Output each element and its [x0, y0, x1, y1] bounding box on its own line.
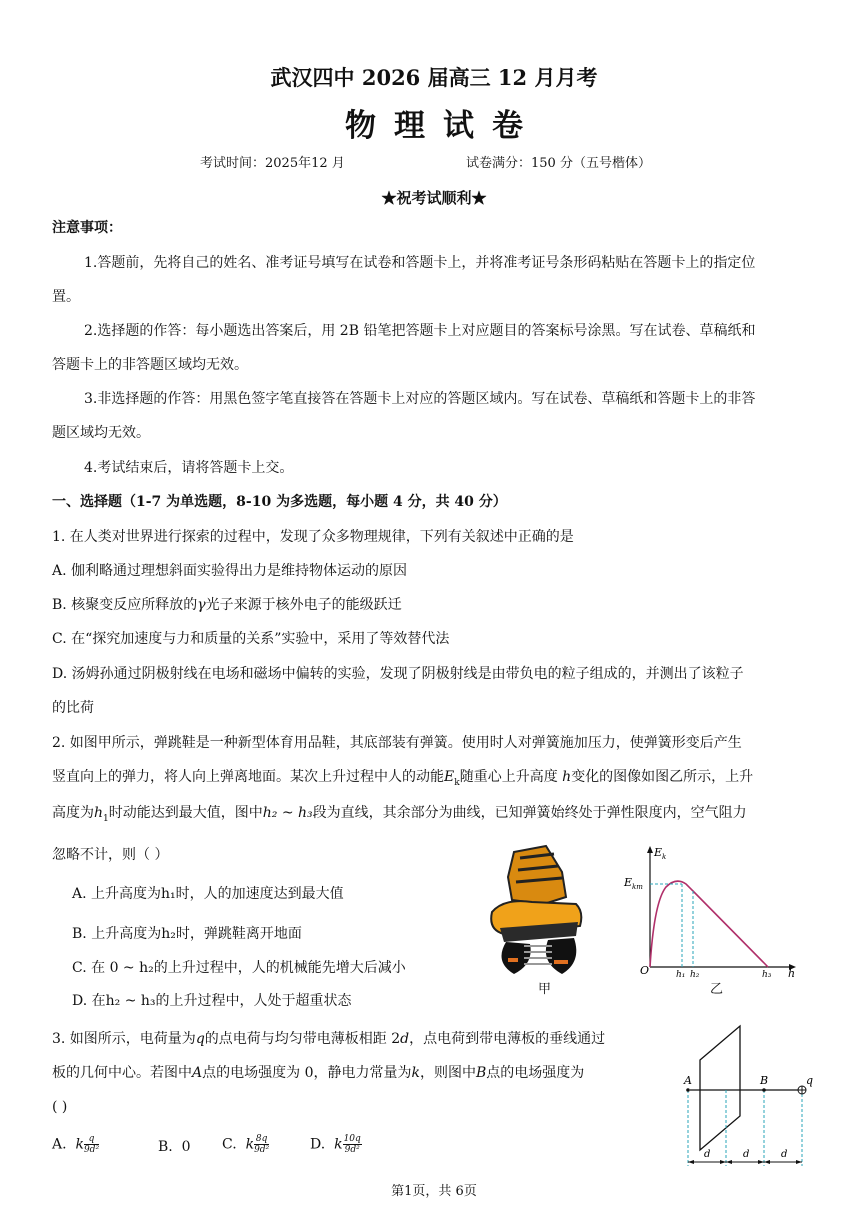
- graph-y-label: $E_k$: [654, 846, 667, 861]
- subject-title: 物理试卷: [345, 108, 541, 144]
- dim-d3: d: [781, 1149, 788, 1160]
- page-number: 第1页，共 6页: [391, 1184, 477, 1199]
- q1-option-a: A. 伽利略通过理想斜面实验得出力是维持物体运动的原因: [52, 563, 408, 579]
- notice-item-2-cont: 答题卡上的非答题区域均无效。: [52, 357, 248, 373]
- exam-time: 考试时间：2025年12 月: [200, 156, 345, 171]
- graph-h-axis: h: [788, 967, 796, 980]
- q1-option-c: C. 在“探究加速度与力和质量的关系”实验中，采用了等效替代法: [52, 631, 450, 647]
- q1-stem: 1. 在人类对世界进行探索的过程中，发现了众多物理规律，下列有关叙述中正确的是: [52, 529, 574, 545]
- notice-item-1: 1.答题前，先将自己的姓名、准考证号填写在试卷和答题卡上，并将准考证号条形码粘贴在答题卡上的指定位: [84, 255, 756, 271]
- q2-option-a: A. 上升高度为h₁时，人的加速度达到最大值: [72, 886, 344, 902]
- q3-option-b: B. 0: [158, 1139, 191, 1155]
- q3-option-c: C. k $\frac{8q}{\text{9d²}}$: [222, 1134, 270, 1155]
- q2-option-c: C. 在 0 ~ h₂的上升过程中，人的机械能先增大后减小: [72, 960, 406, 976]
- ek-h-graph: [620, 842, 800, 982]
- graph-h2: h₂: [690, 970, 700, 980]
- wish-banner: ★祝考试顺利★: [381, 189, 487, 207]
- y-axis-arrow: [647, 846, 653, 853]
- label-a: A: [684, 1074, 692, 1087]
- fig-b-caption: 乙: [710, 982, 724, 997]
- dim-d2: d: [743, 1149, 750, 1160]
- graph-h1: h₁: [676, 970, 686, 980]
- notice-item-4: 4.考试结束后，请将答题卡上交。: [84, 460, 294, 476]
- q2-option-d: D. 在h₂ ~ h₃的上升过程中，人处于超重状态: [72, 993, 352, 1009]
- ek-curve: [650, 881, 768, 967]
- q3-answer-blank: ( ): [52, 1099, 68, 1115]
- point-b: [762, 1088, 766, 1092]
- fig-a-caption: 甲: [538, 982, 552, 997]
- full-score: 试卷满分：150 分（五号楷体）: [466, 156, 651, 171]
- q1-option-d: D. 汤姆孙通过阴极射线在电场和磁场中偏转的实验，发现了阴极射线是由带负电的粒子组成的，并测出了该粒子: [52, 666, 744, 682]
- q1-option-d-cont: 的比荷: [52, 700, 94, 716]
- q2-option-b: B. 上升高度为h₂时，弹跳鞋离开地面: [72, 926, 302, 942]
- graph-ekm-label: $E_{km}$: [624, 876, 643, 891]
- charge-plate-figure: [674, 1018, 824, 1173]
- q2-stem-1: 2. 如图甲所示，弹跳鞋是一种新型体育用品鞋，其底部装有弹簧。使用时人对弹簧施加压力，使弹簧形变后产生: [52, 735, 742, 751]
- point-a: [686, 1088, 690, 1092]
- notice-item-3-cont: 题区域均无效。: [52, 425, 150, 441]
- q2-stem-3: 高度为$h_1$时动能达到最大值，图中h₂ ~ h₃段为直线，其余部分为曲线，已知弹簧始终处于弹性限度内，空气阻力: [52, 805, 747, 824]
- q3-option-a: A. k $\frac{q}{\text{9d²}}$: [52, 1134, 100, 1155]
- label-b: B: [760, 1074, 769, 1087]
- q2-stem-2: 竖直向上的弹力，将人向上弹离地面。某次上升过程中人的动能$E_k$随重心上升高度 h变化的图像如图乙所示，上升: [52, 769, 754, 788]
- exam-title: 武汉四中 2026 届高三 12 月月考: [270, 65, 598, 90]
- graph-h3: h₃: [762, 970, 772, 980]
- notice-item-2: 2.选择题的作答：每小题选出答案后，用 2B 铅笔把答题卡上对应题目的答案标号涂黑。写在试卷、草稿纸和: [84, 323, 756, 339]
- notice-heading: 注意事项：: [52, 220, 122, 236]
- dim-d1: d: [704, 1149, 711, 1160]
- notice-item-3: 3.非选择题的作答：用黑色签字笔直接答在答题卡上对应的答题区域内。写在试卷、草稿纸和答题卡上的非答: [84, 391, 756, 407]
- q3-stem-2: 板的几何中心。若图中A点的电场强度为 0，静电力常量为k，则图中B点的电场强度为: [52, 1065, 585, 1081]
- charged-plate: [700, 1026, 740, 1150]
- label-q: q: [806, 1074, 814, 1087]
- section-heading: 一、选择题（1-7 为单选题，8-10 为多选题，每小题 4 分，共 40 分）: [52, 494, 507, 510]
- notice-item-1-cont: 置。: [52, 289, 80, 305]
- jumping-shoe-illustration: [484, 842, 594, 982]
- graph-origin: O: [640, 964, 650, 977]
- q2-stem-4: 忽略不计，则（ ）: [52, 847, 169, 863]
- q3-stem-1: 3. 如图所示，电荷量为q的点电荷与均匀带电薄板相距 2d，点电荷到带电薄板的垂线通过: [52, 1031, 606, 1047]
- q3-option-d: D. k $\frac{10q}{\text{9d²}}$: [310, 1134, 361, 1155]
- q1-option-b: B. 核聚变反应所释放的γ光子来源于核外电子的能级跃迁: [52, 597, 402, 613]
